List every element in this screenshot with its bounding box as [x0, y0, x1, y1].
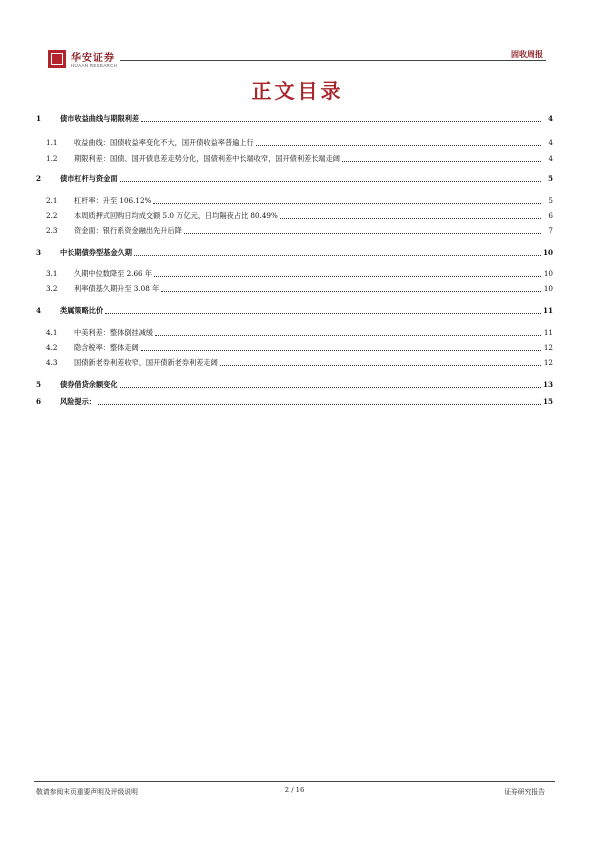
- toc-number: 2: [36, 174, 42, 183]
- toc-page-number: 12: [543, 358, 553, 367]
- toc-text: 债券借贷余额变化: [60, 380, 118, 389]
- toc-section[interactable]: [34, 244, 553, 258]
- toc-page-number: 7: [548, 226, 553, 235]
- toc-text: 利率债基久期升至 3.08 年: [74, 284, 160, 293]
- toc-leader: [154, 276, 541, 277]
- toc-page-number: 10: [543, 269, 553, 278]
- toc-text: 本周质押式回购日均成交额 5.0 万亿元，日均隔夜占比 80.49%: [74, 211, 278, 220]
- toc-section[interactable]: [34, 376, 553, 390]
- toc-page-number: 6: [548, 211, 553, 220]
- toc-leader: [184, 233, 541, 234]
- toc-number: 2.2: [46, 211, 58, 220]
- toc-subsection[interactable]: [34, 150, 553, 164]
- toc-leader: [220, 365, 541, 366]
- toc-subsection[interactable]: [34, 354, 553, 368]
- report-type: 固收周报: [511, 49, 543, 59]
- toc-leader: [155, 335, 541, 336]
- toc-page-number: 15: [543, 397, 554, 406]
- toc-leader: [153, 203, 541, 204]
- footer-divider: [34, 781, 555, 782]
- toc-page-number: 11: [543, 306, 554, 315]
- toc-subsection[interactable]: [34, 339, 553, 353]
- toc-number: 4.1: [46, 328, 58, 337]
- toc-leader: [120, 387, 541, 388]
- toc-number: 4.3: [46, 358, 58, 367]
- toc-page-number: 5: [548, 196, 553, 205]
- toc-number: 3: [36, 248, 42, 257]
- toc-leader: [98, 404, 541, 405]
- toc-page-number: 10: [543, 248, 554, 257]
- toc-section[interactable]: [34, 170, 553, 184]
- toc-text: 隐含税率：整体走阔: [74, 343, 139, 352]
- toc-text: 资金面：银行系资金融出先升后降: [74, 226, 182, 235]
- toc-number: 3.2: [46, 284, 58, 293]
- page-number: 2 / 16: [284, 786, 305, 794]
- toc-page-number: 13: [543, 380, 554, 389]
- toc-leader: [280, 218, 541, 219]
- toc-section[interactable]: [34, 393, 553, 407]
- toc-page-number: 4: [547, 114, 553, 123]
- toc-leader: [141, 350, 541, 351]
- toc-subsection[interactable]: [34, 324, 553, 338]
- toc-section[interactable]: [34, 110, 553, 124]
- toc-text: 久期中位数降至 2.66 年: [74, 269, 153, 278]
- logo-icon: [48, 50, 66, 68]
- toc-section[interactable]: [34, 302, 553, 316]
- page-footer: [34, 786, 555, 798]
- toc-subsection[interactable]: [34, 222, 553, 236]
- footer-report-label: 证券研究报告: [504, 788, 545, 796]
- toc-leader: [342, 161, 541, 162]
- toc-number: 1: [36, 114, 42, 123]
- toc-page-number: 11: [543, 328, 553, 337]
- toc-number: 4.2: [46, 343, 58, 352]
- toc-text: 类属策略比价: [60, 306, 104, 315]
- toc-page-number: 10: [543, 284, 553, 293]
- toc-number: 2.3: [46, 226, 58, 235]
- toc-text: 杠杆率：升至 106.12%: [74, 196, 152, 205]
- toc-text: 期限利差：国债、国开债息差走势分化，国债利差中长端收窄，国开债利差长端走阔: [74, 154, 340, 163]
- toc-page-number: 4: [548, 138, 553, 147]
- toc-number: 4: [36, 306, 42, 315]
- toc-text: 收益曲线：国债收益率变化不大，国开债收益率普遍上行: [74, 138, 254, 147]
- logo-name: 华安证券: [71, 53, 115, 64]
- toc-leader: [105, 313, 541, 314]
- toc-text: 中美利差：整体倒挂减缓: [74, 328, 154, 337]
- toc-text: 风险提示：: [60, 397, 96, 406]
- toc-number: 6: [36, 397, 42, 406]
- toc-text: 债市收益曲线与期限利差: [60, 114, 140, 123]
- toc-leader: [141, 121, 541, 122]
- toc-number: 3.1: [46, 269, 58, 278]
- page-title: 正文目录: [251, 79, 344, 103]
- toc-leader: [161, 291, 541, 292]
- footer-disclaimer: 敬请参阅末页重要声明及评级说明: [36, 788, 138, 796]
- toc-page-number: 12: [543, 343, 553, 352]
- toc-subsection[interactable]: [34, 134, 553, 148]
- toc-leader: [256, 145, 541, 146]
- toc-page-number: 4: [548, 154, 553, 163]
- toc-page-number: 5: [547, 174, 553, 183]
- toc-number: 1.2: [46, 154, 58, 163]
- toc-leader: [134, 255, 541, 256]
- toc-text: 中长期债券型基金久期: [60, 248, 132, 257]
- page-header: [48, 46, 546, 74]
- toc-number: 2.1: [46, 196, 58, 205]
- toc-text: 债市杠杆与资金面: [60, 174, 118, 183]
- toc-text: 国债新老券利差收窄，国开债新老券利差走阔: [74, 358, 218, 367]
- toc-subsection[interactable]: [34, 192, 553, 206]
- toc-subsection[interactable]: [34, 265, 553, 279]
- toc-number: 5: [36, 380, 42, 389]
- toc-subsection[interactable]: [34, 207, 553, 221]
- toc-subsection[interactable]: [34, 280, 553, 294]
- logo-subtitle: HUAAN RESEARCH: [71, 63, 118, 68]
- header-divider: [120, 60, 546, 61]
- toc-leader: [120, 181, 541, 182]
- toc-number: 1.1: [46, 138, 58, 147]
